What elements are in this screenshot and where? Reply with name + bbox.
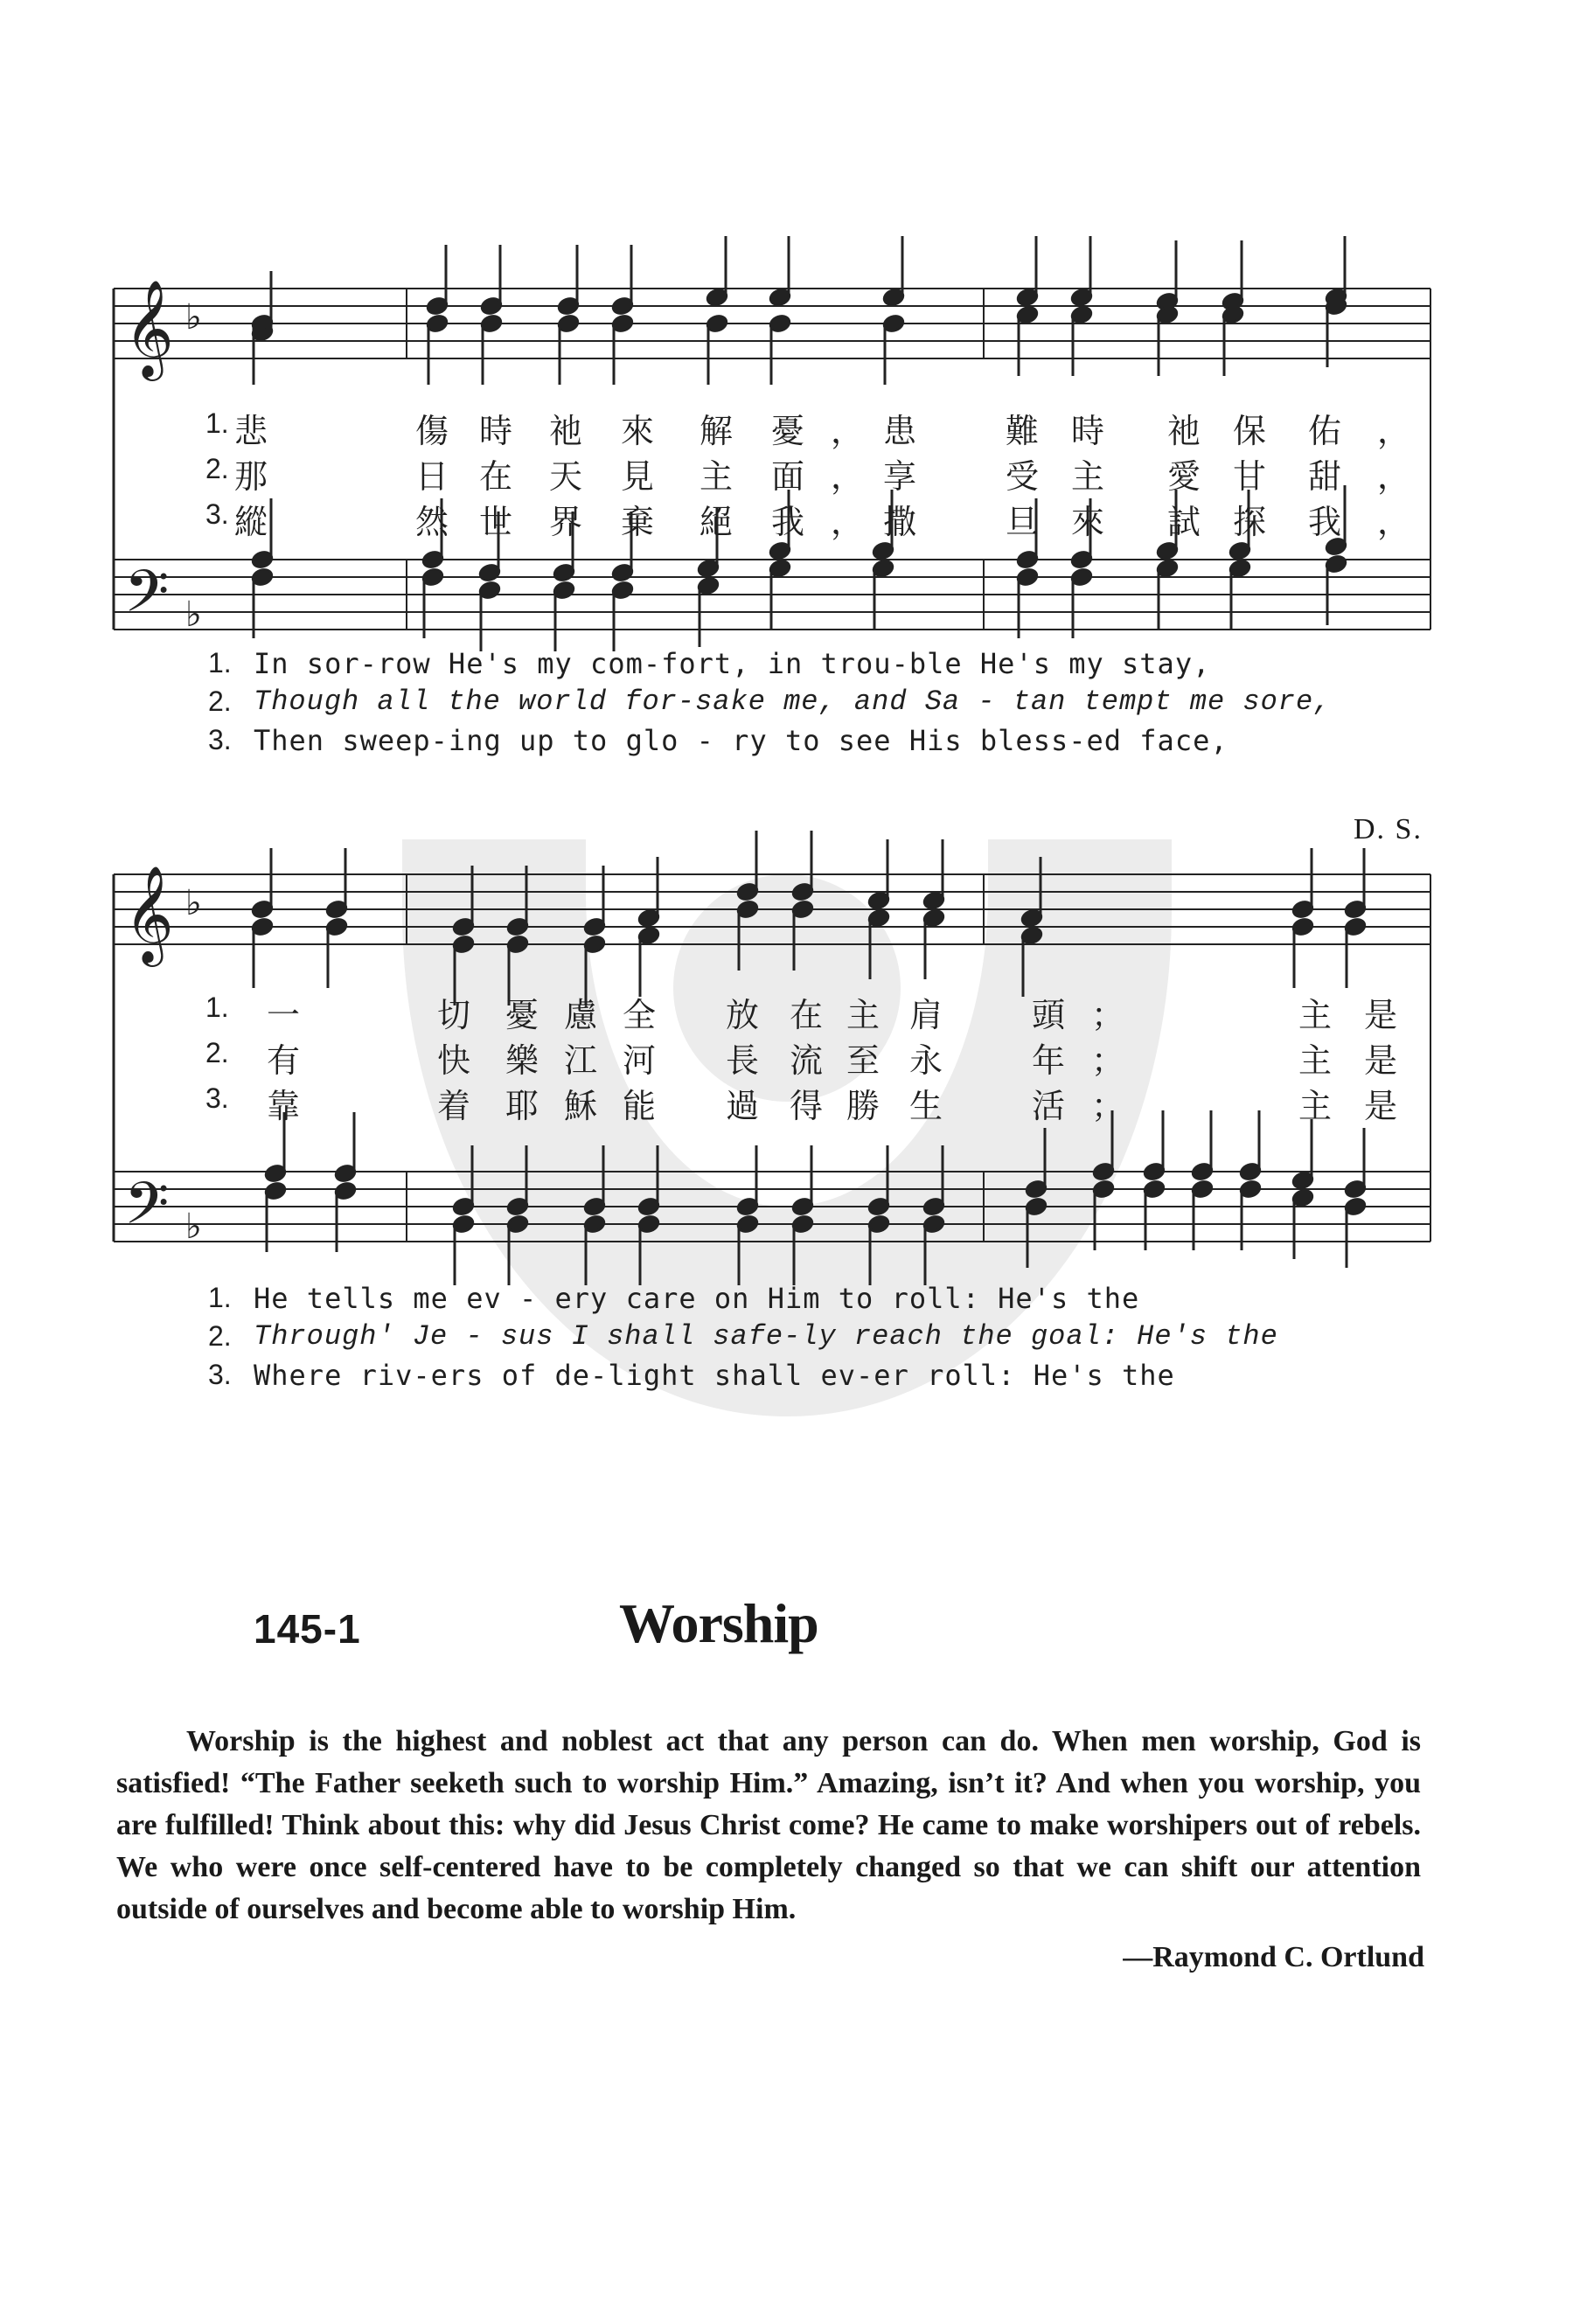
chinese-syllable: 有 — [267, 1041, 301, 1080]
chinese-syllable: 悲 — [234, 412, 268, 450]
chinese-syllable: 年 — [1032, 1041, 1066, 1080]
chinese-syllable: 主 — [1071, 457, 1105, 496]
english-lyric-line: Through' Je - sus I shall safe-ly reach the goal: He's the — [254, 1320, 1278, 1353]
chinese-syllable: 主 — [1298, 1041, 1333, 1080]
chinese-syllable: 主 — [700, 457, 734, 496]
chinese-syllable: 過 — [726, 1087, 760, 1125]
verse-number: 2. — [208, 1320, 232, 1352]
chinese-syllable: 保 — [1233, 412, 1267, 450]
chinese-syllable: 靠 — [267, 1087, 301, 1125]
chinese-syllable: 是 — [1364, 1041, 1398, 1080]
chinese-syllable: 頭 — [1032, 996, 1066, 1034]
chinese-syllable: 來 — [1071, 503, 1105, 541]
chinese-syllable: 快 — [437, 1041, 471, 1080]
english-lyric-line: Though all the world for-sake me, and Sa - tan tempt me sore, — [254, 685, 1332, 718]
chinese-syllable: ， — [1377, 412, 1411, 450]
chinese-syllable: 活 — [1032, 1087, 1066, 1125]
chinese-syllable: 能 — [623, 1087, 657, 1125]
chinese-syllable: 切 — [437, 996, 471, 1034]
reading-number: 145-1 — [254, 1606, 361, 1652]
chinese-syllable: 得 — [790, 1087, 824, 1125]
treble-clef-icon: 𝄞 — [124, 279, 174, 377]
verse-number: 3. — [205, 1082, 229, 1114]
chinese-syllable: 試 — [1167, 503, 1201, 541]
chinese-syllable: 主 — [1298, 1087, 1333, 1125]
chinese-syllable: ， — [831, 503, 865, 541]
chinese-syllable: 享 — [883, 457, 917, 496]
chinese-syllable: 憂 — [505, 996, 539, 1034]
chinese-syllable: 世 — [479, 503, 513, 541]
verse-number: 1. — [205, 992, 229, 1023]
chinese-syllable: 日 — [415, 457, 449, 496]
chinese-syllable: ； — [1091, 1087, 1125, 1125]
treble-clef-icon: 𝄞 — [124, 865, 174, 963]
chinese-syllable: 憂 — [771, 412, 805, 450]
chinese-syllable: 祂 — [1167, 412, 1201, 450]
flat-icon: ♭ — [185, 297, 202, 337]
chinese-syllable: 河 — [623, 1041, 657, 1080]
chinese-syllable: 時 — [1071, 412, 1105, 450]
verse-number: 3. — [208, 1359, 232, 1390]
treble-staff-2 — [114, 874, 1430, 944]
chinese-syllable: 穌 — [564, 1087, 598, 1125]
flat-icon: ♭ — [185, 883, 202, 923]
verse-number: 2. — [208, 685, 232, 717]
verse-number: 1. — [208, 647, 232, 678]
chinese-syllable: 主 — [846, 996, 880, 1034]
bass-clef-icon: 𝄢 — [124, 558, 170, 639]
chinese-syllable: 全 — [623, 996, 657, 1034]
chinese-syllable: 那 — [234, 457, 268, 496]
english-lyric-line: He tells me ev - ery care on Him to roll: He's the — [254, 1282, 1140, 1315]
chinese-syllable: 我 — [771, 503, 805, 541]
bass-clef-icon: 𝄢 — [124, 1170, 170, 1251]
chinese-syllable: ； — [1091, 996, 1125, 1034]
chinese-syllable: 患 — [883, 412, 917, 450]
chinese-syllable: 佑 — [1308, 412, 1342, 450]
chinese-syllable: 天 — [549, 457, 583, 496]
chinese-syllable: 慮 — [564, 996, 598, 1034]
chinese-syllable: 肩 — [909, 996, 943, 1034]
chinese-syllable: 着 — [437, 1087, 471, 1125]
reading-title: Worship — [619, 1592, 818, 1654]
verse-number: 3. — [205, 498, 229, 530]
chinese-syllable: 長 — [726, 1041, 760, 1080]
chinese-syllable: ， — [1377, 503, 1411, 541]
chinese-syllable: 來 — [621, 412, 655, 450]
english-lyric-line: Where riv-ers of de-light shall ev-er roll: He's the — [254, 1359, 1175, 1392]
chinese-syllable: 是 — [1364, 996, 1398, 1034]
chinese-syllable: 祂 — [549, 412, 583, 450]
verse-number: 3. — [208, 724, 232, 755]
chinese-syllable: 流 — [790, 1041, 824, 1080]
english-lyric-line: Then sweep-ing up to glo - ry to see His bless-ed face, — [254, 724, 1229, 757]
bass-staff-2 — [114, 1172, 1430, 1242]
chinese-syllable: 是 — [1364, 1087, 1398, 1125]
chinese-syllable: 撒 — [883, 503, 917, 541]
verse-number: 1. — [205, 407, 229, 439]
chinese-syllable: 難 — [1006, 412, 1040, 450]
chinese-syllable: 棄 — [621, 503, 655, 541]
chinese-syllable: 面 — [771, 457, 805, 496]
chinese-syllable: ， — [831, 457, 865, 496]
chinese-syllable: 旦 — [1006, 503, 1040, 541]
chinese-syllable: 永 — [909, 1041, 943, 1080]
chinese-syllable: 愛 — [1167, 457, 1201, 496]
chinese-syllable: 縱 — [234, 503, 268, 541]
chinese-syllable: 一 — [267, 996, 301, 1034]
chinese-syllable: 解 — [700, 412, 734, 450]
chinese-syllable: 耶 — [505, 1087, 539, 1125]
chinese-syllable: 放 — [726, 996, 760, 1034]
chinese-syllable: ， — [1377, 457, 1411, 496]
ds-marker: D. S. — [1354, 813, 1423, 845]
flat-icon: ♭ — [185, 1207, 202, 1247]
chinese-syllable: 絕 — [700, 503, 734, 541]
chinese-syllable: 勝 — [846, 1087, 880, 1125]
chinese-syllable: 在 — [790, 996, 824, 1034]
verse-number: 1. — [208, 1282, 232, 1313]
chinese-syllable: 江 — [564, 1041, 598, 1080]
chinese-syllable: ； — [1091, 1041, 1125, 1080]
chinese-syllable: 在 — [479, 457, 513, 496]
flat-icon: ♭ — [185, 595, 202, 635]
chinese-syllable: 主 — [1298, 996, 1333, 1034]
verse-number: 2. — [205, 453, 229, 484]
chinese-syllable: 甘 — [1233, 457, 1267, 496]
chinese-syllable: 然 — [415, 503, 449, 541]
chinese-syllable: 界 — [549, 503, 583, 541]
chinese-syllable: 時 — [479, 412, 513, 450]
chinese-syllable: 我 — [1308, 503, 1342, 541]
chinese-syllable: 樂 — [505, 1041, 539, 1080]
chinese-syllable: 甜 — [1308, 457, 1342, 496]
verse-number: 2. — [205, 1037, 229, 1068]
chinese-syllable: 傷 — [415, 412, 449, 450]
chinese-syllable: 生 — [909, 1087, 943, 1125]
chinese-syllable: 見 — [621, 457, 655, 496]
chinese-syllable: 至 — [846, 1041, 880, 1080]
english-lyric-line: In sor-row He's my com-fort, in trou-ble He's my stay, — [254, 647, 1211, 680]
chinese-syllable: ， — [831, 412, 865, 450]
chinese-syllable: 受 — [1006, 457, 1040, 496]
chinese-syllable: 探 — [1233, 503, 1267, 541]
reading-body: Worship is the highest and noblest act that any person can do. When men worship, God is satisfied! “The Father seeketh such to worship Him.” Amazing, isn’t it? And when you worship, you are fulfilled! Think about this: why did Jesus Christ come? He came to make worshipers out of rebels. We who were once self-centered have to be completely changed so that we can shift our attention outside of ourselves and become able to worship Him. — [116, 1725, 1421, 1925]
reading-author: —Raymond C. Ortlund — [1123, 1941, 1424, 1973]
